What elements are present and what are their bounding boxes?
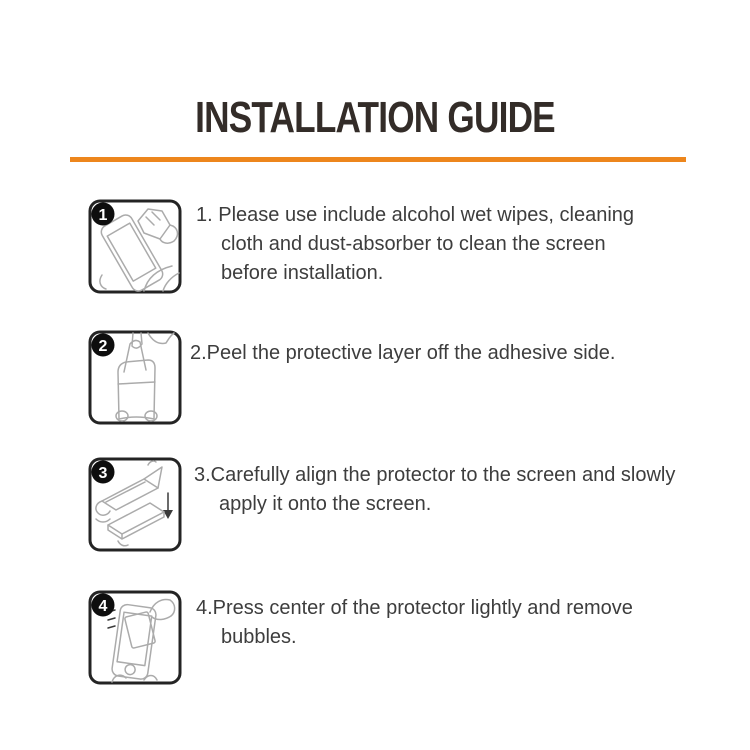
step-2-text [190, 339, 615, 368]
step-4-text [196, 594, 633, 652]
wipe-screen-illustration [88, 199, 182, 294]
step-text-line: 2.Peel the protective layer off the adhesive side. [190, 342, 616, 364]
step-number: 2 [98, 338, 108, 355]
press-bubbles-illustration [88, 590, 182, 685]
step-text-line: bubbles. [221, 626, 297, 648]
step-3-text [194, 461, 675, 519]
step-text-line: 3.Carefully align the protector to the screen and slowly [194, 464, 676, 486]
step-number: 4 [98, 598, 108, 615]
step-text-line: cloth and dust-absorber to clean the screen [221, 233, 606, 255]
page-title: INSTALLATION GUIDE [195, 93, 555, 142]
step-text-line: apply it onto the screen. [219, 493, 432, 515]
step-text-line: before installation. [221, 262, 384, 284]
step-number: 1 [98, 207, 108, 224]
peel-layer-illustration [88, 330, 182, 425]
align-protector-illustration [88, 457, 182, 552]
step-number: 3 [98, 465, 108, 482]
step-text-line: 4.Press center of the protector lightly and remove [196, 597, 633, 619]
orange-divider-rule [70, 157, 686, 162]
step-1-text [196, 201, 634, 288]
step-text-line: 1. Please use include alcohol wet wipes, cleaning [196, 204, 635, 226]
